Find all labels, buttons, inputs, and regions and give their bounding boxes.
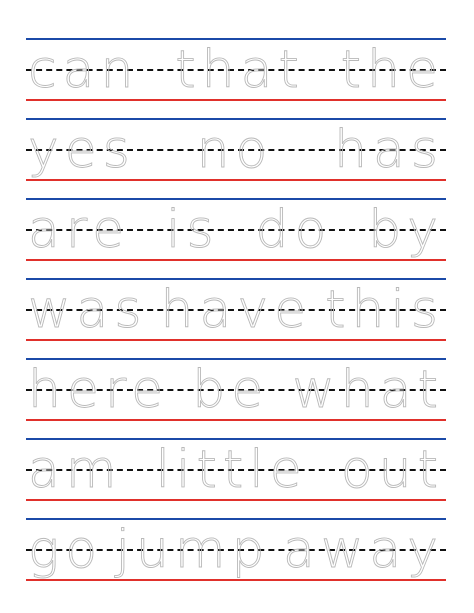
trace-word: be	[192, 360, 270, 420]
word-group	[26, 120, 446, 181]
trace-word: out	[340, 440, 444, 500]
trace-word: yes	[28, 120, 136, 180]
trace-word: can	[28, 40, 140, 100]
trace-word: by	[368, 200, 444, 260]
trace-word: that	[175, 40, 305, 100]
word-group	[26, 440, 446, 501]
trace-word: are	[28, 200, 131, 260]
trace-word: this	[325, 280, 444, 340]
practice-row-3	[26, 198, 446, 260]
trace-word: is	[166, 200, 220, 260]
word-group	[26, 360, 446, 421]
trace-word: no	[196, 120, 274, 180]
practice-row-7	[26, 518, 446, 580]
practice-row-4	[26, 278, 446, 340]
word-group	[26, 200, 446, 261]
word-group	[26, 280, 446, 341]
trace-word: has	[334, 120, 444, 180]
trace-word: the	[340, 40, 444, 100]
practice-row-6	[26, 438, 446, 500]
trace-word: have	[160, 280, 313, 340]
trace-word: go	[28, 520, 104, 580]
trace-word: what	[292, 360, 444, 420]
trace-word: was	[28, 280, 148, 340]
practice-row-5	[26, 358, 446, 420]
trace-word: little	[155, 440, 308, 500]
practice-row-2	[26, 118, 446, 180]
trace-word: here	[28, 360, 170, 420]
trace-word: do	[255, 200, 333, 260]
trace-word: am	[28, 440, 123, 500]
practice-row-1	[26, 38, 446, 100]
word-group	[26, 520, 446, 581]
trace-word: away	[282, 520, 444, 580]
trace-word: jump	[115, 520, 271, 580]
word-group	[26, 40, 446, 101]
